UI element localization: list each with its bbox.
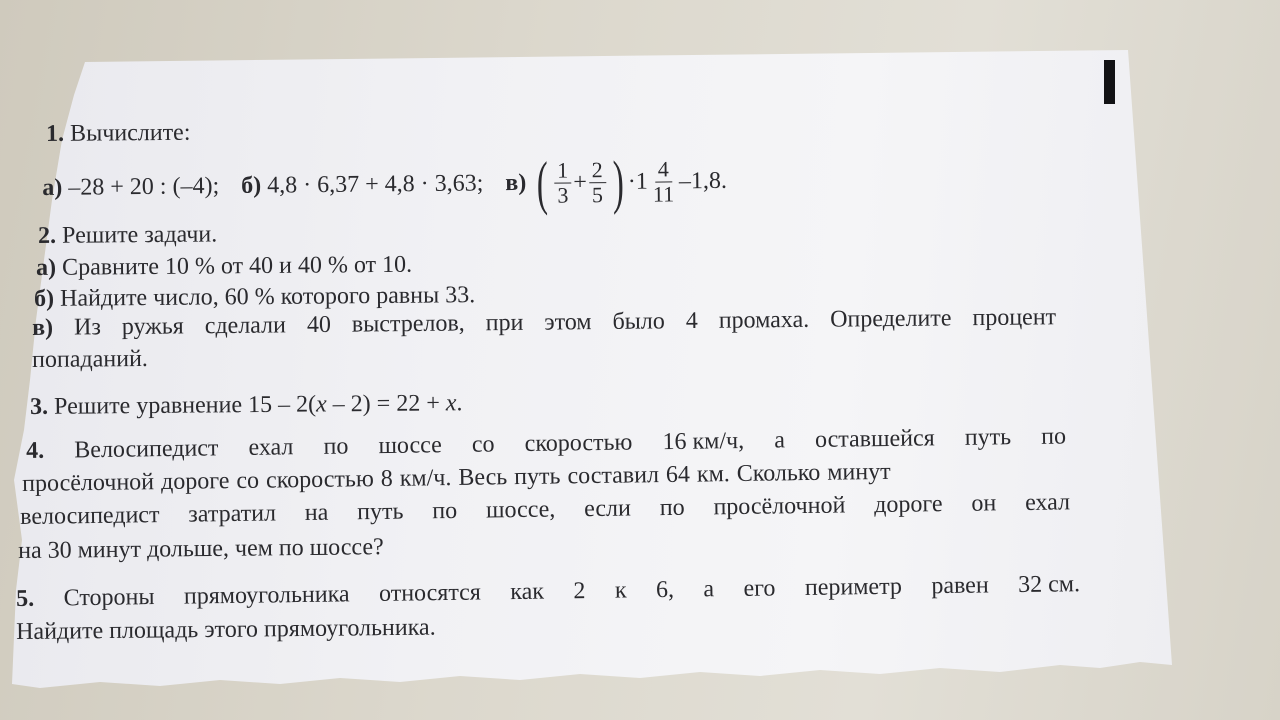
task1-title: Вычислите: bbox=[70, 119, 191, 147]
task2-v-word: выстрелов, bbox=[351, 310, 465, 338]
task3-var2: x bbox=[445, 390, 457, 417]
task1-expressions bbox=[42, 148, 728, 218]
task1-v-tail: –1,8. bbox=[678, 167, 728, 195]
task5-word: 32 см. bbox=[1017, 571, 1081, 599]
task4-word: 16 км/ч, bbox=[662, 427, 745, 456]
task5-word: а bbox=[703, 576, 715, 603]
task2-b-text: Найдите число, 60 % которого равны 33. bbox=[60, 282, 476, 312]
task5-word: 6, bbox=[655, 576, 675, 604]
task4-word: по bbox=[659, 494, 685, 522]
task4-word: скоростью bbox=[524, 429, 633, 458]
right-paren: ) bbox=[611, 148, 624, 216]
task2-v-word: при bbox=[485, 309, 524, 337]
task3-text-mid: – 2) = 22 + bbox=[326, 390, 446, 418]
task2-v-word: сделали bbox=[204, 312, 287, 340]
task5-word: его bbox=[743, 575, 776, 602]
task5-word: равен bbox=[931, 572, 989, 600]
task5-number: 5. bbox=[16, 585, 35, 612]
task2-v-word: Определите bbox=[829, 305, 952, 333]
task4-word: по bbox=[432, 497, 458, 525]
task2-heading bbox=[38, 220, 217, 250]
task4-word: дороге bbox=[873, 491, 943, 519]
task2-title: Решите задачи. bbox=[62, 221, 218, 249]
task5-line2-text: Найдите площадь этого прямоугольника. bbox=[16, 614, 436, 645]
task4-word: затратил bbox=[188, 500, 277, 528]
task5-word: прямоугольника bbox=[183, 581, 350, 610]
task5-word: периметр bbox=[804, 573, 903, 601]
task2-v-word: ружья bbox=[121, 313, 184, 341]
task2-v-label: в) bbox=[32, 314, 54, 341]
task3-var1: x bbox=[315, 391, 327, 418]
task2-v-word: промаха. bbox=[718, 306, 810, 334]
mult-dot: · bbox=[627, 168, 636, 195]
task4-word: оставшейся bbox=[814, 425, 935, 453]
task4-word: он bbox=[971, 490, 997, 517]
task1-b-label: б) bbox=[241, 172, 262, 199]
mixed-whole: 1 bbox=[635, 168, 648, 195]
task4-word: путь bbox=[356, 498, 404, 526]
task2-v-word: 40 bbox=[306, 311, 332, 339]
task5-word: Стороны bbox=[63, 584, 155, 612]
task2-v-text-2: попаданий. bbox=[32, 345, 148, 373]
task2-a bbox=[36, 251, 412, 282]
left-paren: ( bbox=[536, 149, 549, 216]
task4-word: просёлочной bbox=[713, 492, 846, 521]
task2-b bbox=[34, 281, 475, 313]
task4-word: шоссе bbox=[378, 432, 442, 460]
task5-word: к bbox=[614, 577, 627, 604]
fraction-four-elevenths: $\frac{4}{11}$ bbox=[652, 155, 675, 207]
plus-sign: + bbox=[573, 169, 587, 196]
task4-word: по bbox=[1041, 423, 1067, 450]
task1-a-label: а) bbox=[42, 174, 63, 201]
task2-v-word: Из bbox=[73, 314, 102, 341]
task2-b-label: б) bbox=[34, 285, 55, 312]
task4-word: на bbox=[304, 499, 329, 527]
task4-word: ехал bbox=[1024, 489, 1071, 516]
task4-word: велосипедист bbox=[20, 502, 160, 530]
task1-v-label: в) bbox=[505, 169, 527, 197]
task3-text-end: . bbox=[456, 390, 463, 417]
task5-line2 bbox=[16, 614, 436, 646]
fraction-two-fifths: $\frac{2}{5}$ bbox=[589, 158, 607, 207]
variant-marker bbox=[1104, 60, 1115, 104]
task2-number: 2. bbox=[38, 222, 57, 249]
task4-word: путь bbox=[964, 424, 1012, 451]
task3-text-before: Решите уравнение 15 – 2( bbox=[54, 391, 317, 420]
task3-number: 3. bbox=[30, 393, 49, 420]
task2-v-word: было bbox=[612, 308, 665, 335]
task1-a-expr: –28 + 20 : (–4); bbox=[68, 173, 220, 201]
task4-line4 bbox=[18, 533, 384, 565]
task2-v-word: этом bbox=[544, 309, 592, 336]
task1-number: 1. bbox=[46, 120, 65, 147]
task2-a-label: а) bbox=[36, 254, 57, 281]
task5-word: 2 bbox=[573, 578, 586, 605]
task2-v-word: 4 bbox=[685, 308, 698, 335]
fraction-one-third: $\frac{1}{3}$ bbox=[554, 158, 572, 207]
task4-word: а bbox=[774, 427, 786, 454]
task4-line4-text: на 30 минут дольше, чем по шоссе? bbox=[18, 534, 384, 564]
task4-word: со bbox=[471, 431, 495, 458]
task2-a-text: Сравните 10 % от 40 и 40 % от 10. bbox=[62, 251, 413, 281]
task4-word: Велосипедист bbox=[74, 435, 219, 464]
task4-word: шоссе, bbox=[485, 496, 556, 524]
task1-b-expr: 4,8 · 6,37 + 4,8 · 3,63; bbox=[267, 170, 484, 199]
task4-number: 4. bbox=[26, 437, 45, 464]
task5-word: относятся bbox=[378, 579, 482, 607]
task5-word: как bbox=[510, 578, 545, 606]
task2-v-line2 bbox=[32, 345, 148, 374]
task4-word: если bbox=[584, 495, 632, 523]
task4-word: по bbox=[323, 433, 349, 460]
task3-line bbox=[30, 389, 463, 421]
task1-heading bbox=[46, 119, 191, 148]
task4-word: ехал bbox=[248, 434, 294, 461]
task2-v-word: процент bbox=[972, 304, 1057, 332]
task4-line2-text: просёлочной дороге со скоростью 8 км/ч. Весь путь составил 64 км. Сколько минут bbox=[22, 458, 891, 497]
